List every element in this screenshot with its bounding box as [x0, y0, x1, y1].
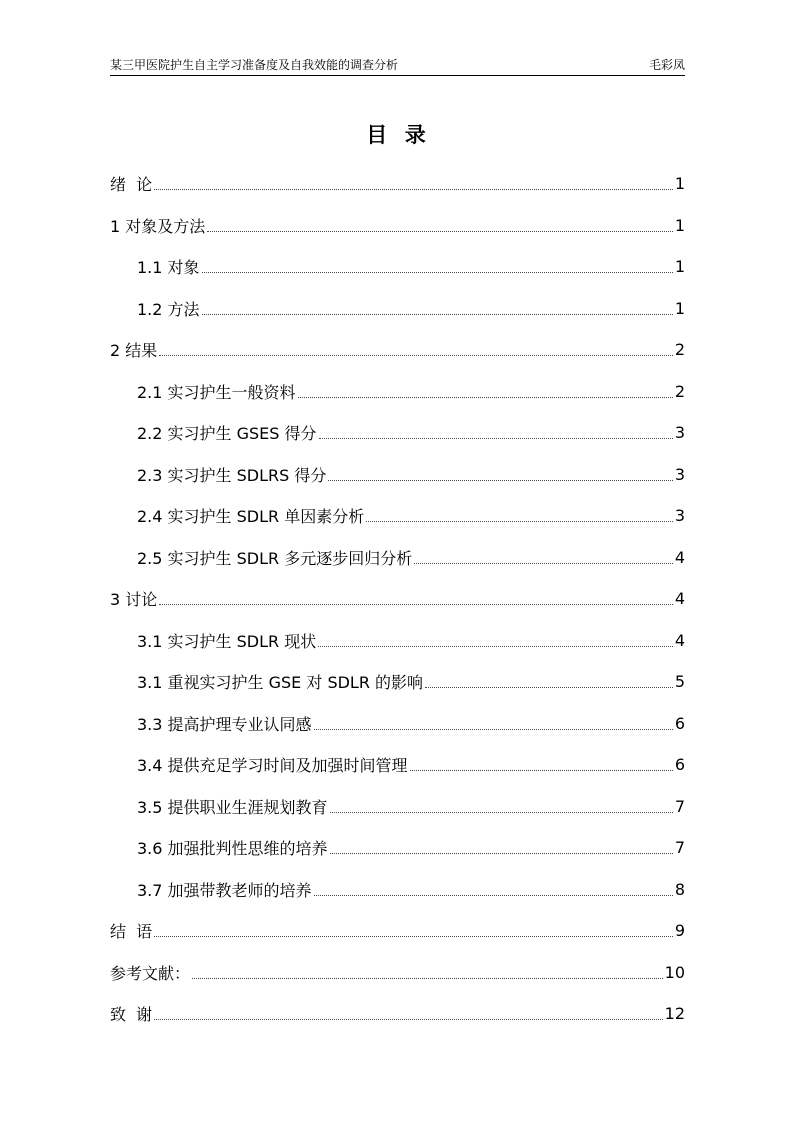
toc-entry-label: 1.2 方法 [137, 299, 200, 319]
toc-dot-leader [366, 521, 673, 522]
toc-entry-label: 2.1 实习护生一般资料 [137, 382, 296, 402]
toc-entry-page: 10 [664, 962, 685, 982]
toc-entry-page: 7 [674, 838, 685, 858]
toc-entry[interactable] [110, 744, 685, 786]
toc-entry[interactable] [110, 910, 685, 952]
toc-dot-leader [154, 189, 673, 190]
toc-entry-page: 1 [674, 215, 685, 235]
toc-entry-page: 3 [674, 423, 685, 443]
toc-dot-leader [410, 770, 673, 771]
toc-entry-label: 3.6 加强批判性思维的培养 [137, 839, 328, 859]
toc-entry[interactable] [110, 288, 685, 330]
toc-dot-leader [319, 438, 673, 439]
toc-entry-label: 3.1 实习护生 SDLR 现状 [137, 631, 317, 651]
toc-entry-label: 2.4 实习护生 SDLR 单因素分析 [137, 507, 365, 527]
toc-entry[interactable] [110, 703, 685, 745]
toc-entry-page: 12 [664, 1004, 685, 1024]
toc-entry[interactable] [110, 495, 685, 537]
toc-entry[interactable] [110, 661, 685, 703]
toc-entry-page: 6 [674, 713, 685, 733]
toc-dot-leader [330, 812, 673, 813]
toc-dot-leader [159, 604, 673, 605]
table-of-contents [110, 163, 685, 1035]
toc-entry-label: 结 语 [110, 922, 153, 942]
toc-dot-leader [314, 895, 673, 896]
toc-entry-page: 2 [674, 381, 685, 401]
toc-dot-leader [318, 646, 673, 647]
running-header [110, 55, 685, 76]
toc-entry-page: 6 [674, 755, 685, 775]
toc-entry-label: 3.3 提高护理专业认同感 [137, 714, 312, 734]
toc-dot-leader [414, 563, 673, 564]
toc-entry-label: 2.2 实习护生 GSES 得分 [137, 424, 317, 444]
toc-entry-label: 3.7 加强带教老师的培养 [137, 880, 312, 900]
toc-entry-page: 3 [674, 464, 685, 484]
toc-entry-label: 3 讨论 [110, 590, 158, 610]
toc-entry[interactable] [110, 454, 685, 496]
toc-entry[interactable] [110, 371, 685, 413]
toc-entry[interactable] [110, 329, 685, 371]
toc-dot-leader [425, 687, 673, 688]
toc-entry[interactable] [110, 412, 685, 454]
toc-entry-page: 1 [674, 298, 685, 318]
toc-entry[interactable] [110, 620, 685, 662]
toc-dot-leader [298, 397, 673, 398]
toc-entry-label: 2 结果 [110, 341, 158, 361]
header-title: 某三甲医院护生自主学习准备度及自我效能的调查分析 [110, 58, 399, 72]
toc-entry-page: 8 [674, 879, 685, 899]
toc-entry[interactable] [110, 163, 685, 205]
toc-entry-page: 2 [674, 340, 685, 360]
toc-entry[interactable] [110, 869, 685, 911]
toc-entry[interactable] [110, 205, 685, 247]
toc-entry-page: 1 [674, 257, 685, 277]
toc-dot-leader [154, 936, 673, 937]
toc-dot-leader [202, 272, 673, 273]
toc-entry-label: 致 谢 [110, 1005, 153, 1025]
toc-entry-page: 4 [674, 589, 685, 609]
toc-dot-leader [159, 355, 673, 356]
toc-entry[interactable] [110, 537, 685, 579]
toc-entry-page: 7 [674, 796, 685, 816]
toc-entry-label: 1.1 对象 [137, 258, 200, 278]
toc-entry-label: 3.5 提供职业生涯规划教育 [137, 797, 328, 817]
toc-entry[interactable] [110, 578, 685, 620]
toc-entry[interactable] [110, 786, 685, 828]
toc-dot-leader [202, 314, 673, 315]
toc-entry-label: 2.3 实习护生 SDLRS 得分 [137, 465, 327, 485]
toc-entry-label: 3.1 重视实习护生 GSE 对 SDLR 的影响 [137, 673, 424, 693]
toc-entry-label: 3.4 提供充足学习时间及加强时间管理 [137, 756, 408, 776]
toc-entry[interactable] [110, 827, 685, 869]
toc-entry-label: 绪 论 [110, 175, 153, 195]
toc-title: 目 录 [366, 123, 427, 147]
toc-entry[interactable] [110, 952, 685, 994]
toc-dot-leader [192, 978, 663, 979]
toc-entry-page: 5 [674, 672, 685, 692]
toc-entry-page: 3 [674, 506, 685, 526]
toc-dot-leader [328, 480, 672, 481]
toc-entry-page: 4 [674, 547, 685, 567]
toc-entry-page: 1 [674, 174, 685, 194]
toc-entry[interactable] [110, 246, 685, 288]
toc-entry-label: 1 对象及方法 [110, 216, 206, 236]
toc-entry-label: 2.5 实习护生 SDLR 多元逐步回归分析 [137, 548, 413, 568]
toc-dot-leader [154, 1019, 662, 1020]
toc-entry[interactable] [110, 993, 685, 1035]
header-author: 毛彩凤 [648, 58, 685, 72]
toc-dot-leader [314, 729, 673, 730]
toc-entry-page: 9 [674, 921, 685, 941]
toc-entry-label: 参考文献： [110, 963, 191, 983]
toc-dot-leader [207, 231, 673, 232]
toc-dot-leader [330, 853, 673, 854]
toc-entry-page: 4 [674, 630, 685, 650]
